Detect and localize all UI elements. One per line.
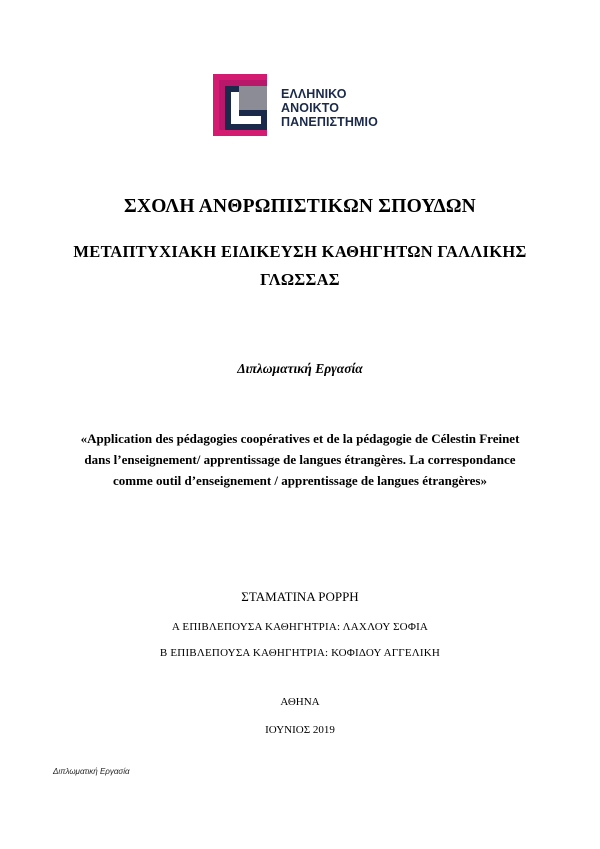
university-logo (205, 70, 405, 142)
university-logo-icon (205, 70, 275, 142)
thesis-title (40, 428, 560, 491)
supervisor-b: Β ΕΠΙΒΛΕΠΟΥΣΑ ΚΑΘΗΓΗΤΡΙΑ: ΚΟΦΙΔΟΥ ΑΓΓΕΛΙΚΗ (159, 647, 441, 659)
thesis-title-line3: comme outil d’enseignement / apprentissage de langues étrangères» (113, 473, 487, 488)
program-title-line2: ΓΛΩΣΣΑΣ (260, 270, 340, 289)
thesis-title-line2: dans l’enseignement/ apprentissage de langues étrangères. La correspondance (84, 452, 516, 467)
page-footer: Διπλωματική Εργασία (53, 767, 130, 776)
university-name-line2: ΑΝΟΙΚΤΟ (281, 101, 340, 115)
university-name (281, 87, 378, 129)
document-type: Διπλωματική Εργασία (237, 361, 363, 376)
author-name: ΣΤΑΜΑΤΙΝΑ ΡΟΡΡΗ (241, 589, 359, 604)
program-title-line1: ΜΕΤΑΠΤΥΧΙΑΚΗ ΕΙΔΙΚΕΥΣΗ ΚΑΘΗΓΗΤΩΝ ΓΑΛΛΙΚΗΣ (73, 242, 527, 261)
thesis-title-line1: «Application des pédagogies coopératives et de la pédagogie de Célestin Freinet (80, 431, 520, 446)
university-name-line1: ΕΛΛΗΝΙΚΟ (281, 87, 347, 101)
supervisor-a: Α ΕΠΙΒΛΕΠΟΥΣΑ ΚΑΘΗΓΗΤΡΙΑ: ΛΑΧΛΟΥ ΣΟΦΙΑ (171, 621, 429, 633)
university-name-line3: ΠΑΝΕΠΙΣΤΗΜΙΟ (281, 115, 378, 129)
date: ΙΟΥΝΙΟΣ 2019 (265, 724, 335, 736)
city: ΑΘΗΝΑ (280, 696, 320, 708)
school-title: ΣΧΟΛΗ ΑΝΘΡΩΠΙΣΤΙΚΩΝ ΣΠΟΥΔΩΝ (124, 196, 476, 217)
